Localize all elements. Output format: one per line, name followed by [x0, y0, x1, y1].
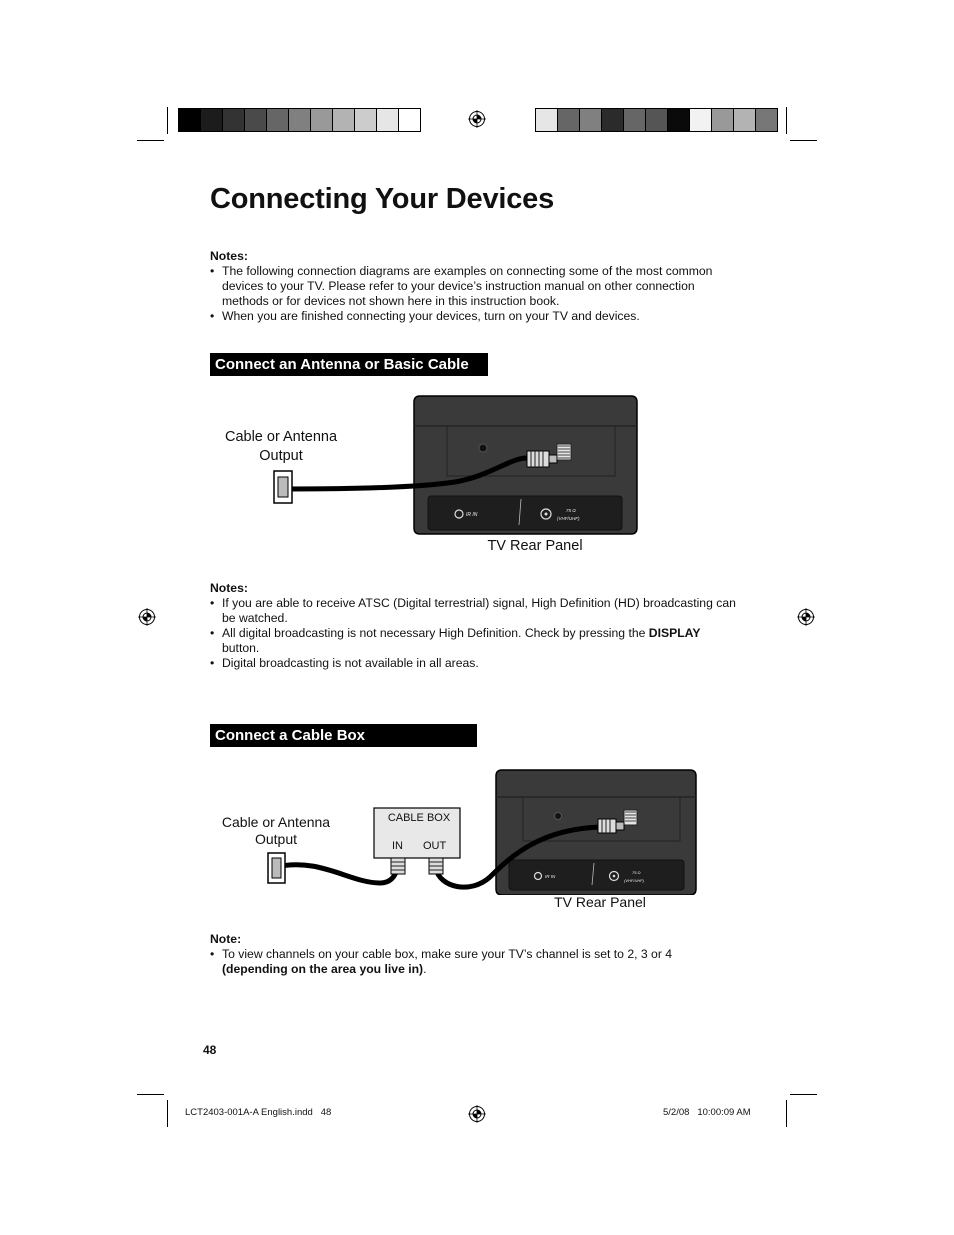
note-bottom: [210, 932, 740, 977]
registration-mark-icon: [797, 608, 815, 626]
crop-mark: [137, 1094, 164, 1095]
display-button-name: DISPLAY: [648, 626, 701, 640]
port-label: (VHF/UHF): [624, 878, 644, 883]
list-item: • The following connection diagrams are examples on connecting some of the most common devices to your TV. Please refer to your device’s instruction manual on other connection methods or for devices not shown here in this instruction book.: [210, 264, 740, 309]
registration-mark-icon: [468, 110, 486, 128]
color-swatch: [756, 109, 777, 131]
port-label: (VHF/UHF): [557, 516, 580, 521]
cable-box-out-label: OUT: [423, 840, 447, 852]
cable-box-title: CABLE BOX: [387, 812, 451, 824]
tv-rear-panel-label: TV Rear Panel: [554, 894, 646, 910]
list-item: • When you are finished connecting your devices, turn on your TV and devices.: [210, 309, 740, 324]
notes-heading: Note:: [210, 932, 242, 946]
color-swatch: [580, 109, 602, 131]
cable-box-connection-diagram: [260, 765, 702, 895]
color-swatch: [712, 109, 734, 131]
antenna-connection-diagram: [265, 392, 645, 537]
color-swatch: [377, 109, 399, 131]
color-bar-right: [535, 108, 778, 132]
color-swatch: [289, 109, 311, 131]
color-swatch: [355, 109, 377, 131]
crop-mark: [786, 1100, 787, 1127]
color-swatch: [201, 109, 223, 131]
color-swatch: [311, 109, 333, 131]
source-label: Cable or Antenna Output: [221, 814, 331, 847]
page-title: Connecting Your Devices: [210, 183, 555, 215]
crop-mark: [167, 1100, 168, 1127]
ir-in-label: IR IN: [466, 512, 478, 518]
tv-rear-panel-label: TV Rear Panel: [487, 538, 583, 554]
notes-middle: [210, 581, 740, 671]
color-swatch: [333, 109, 355, 131]
color-swatch: [646, 109, 668, 131]
notes-heading: Notes:: [210, 249, 248, 263]
footer-file-slug: LCT2403-001A-A English.indd 48: [185, 1107, 332, 1118]
color-swatch: [536, 109, 558, 131]
page-number: 48: [203, 1043, 217, 1057]
registration-mark-icon: [468, 1105, 486, 1123]
color-swatch: [624, 109, 646, 131]
color-swatch: [558, 109, 580, 131]
color-swatch: [690, 109, 712, 131]
section-banner-cable-box: Connect a Cable Box: [210, 724, 477, 747]
list-item: • If you are able to receive ATSC (Digital terrestrial) signal, High Definition (HD) broadcasting can be watched.: [210, 596, 740, 626]
crop-mark: [167, 107, 168, 134]
footer-timestamp: 5/2/08 10:00:09 AM: [663, 1107, 751, 1118]
crop-mark: [790, 1094, 817, 1095]
crop-mark: [137, 140, 164, 141]
crop-mark: [790, 140, 817, 141]
color-swatch: [267, 109, 289, 131]
port-label: 75 Ω: [566, 508, 576, 513]
ir-in-label: IR IN: [545, 874, 556, 879]
color-swatch: [602, 109, 624, 131]
notes-heading: Notes:: [210, 581, 248, 595]
notes-top: [210, 249, 740, 324]
color-swatch: [245, 109, 267, 131]
section-banner-antenna: Connect an Antenna or Basic Cable: [210, 353, 488, 376]
color-bar-left: [178, 108, 421, 132]
color-swatch: [223, 109, 245, 131]
registration-mark-icon: [138, 608, 156, 626]
list-item: • To view channels on your cable box, make sure your TV’s channel is set to 2, 3 or 4 (depending on the area you live in).: [210, 947, 740, 977]
color-swatch: [668, 109, 690, 131]
list-item: • All digital broadcasting is not necessary High Definition. Check by pressing the DISPLAY button.: [210, 626, 740, 656]
source-label: Cable or Antenna Output: [224, 429, 338, 464]
color-swatch: [179, 109, 201, 131]
cable-box-in-label: IN: [392, 840, 403, 852]
list-item: • Digital broadcasting is not available in all areas.: [210, 656, 740, 671]
crop-mark: [786, 107, 787, 134]
color-swatch: [734, 109, 756, 131]
port-label: 75 Ω: [632, 870, 641, 875]
color-swatch: [399, 109, 420, 131]
